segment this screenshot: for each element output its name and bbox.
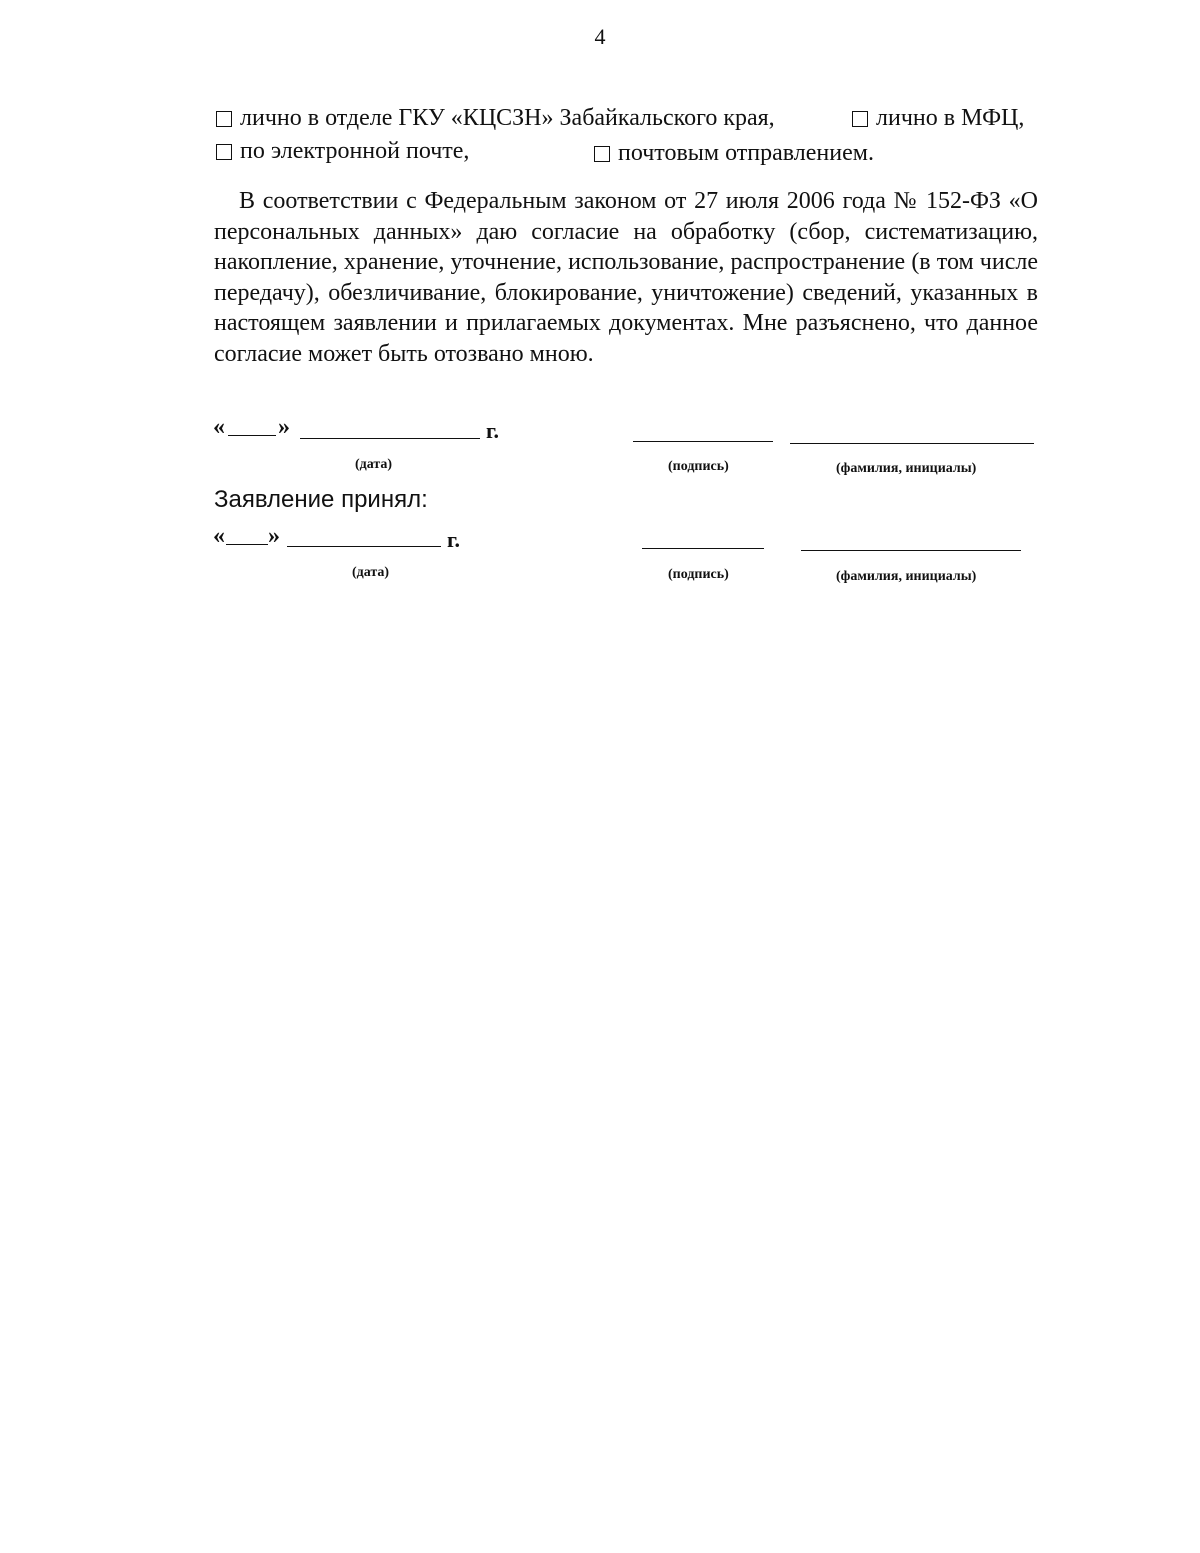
signature-field[interactable] [633,441,773,442]
year-suffix: г. [447,527,461,552]
option-post[interactable] [594,140,874,167]
month-year-field[interactable] [287,546,441,547]
year-suffix: г. [486,418,500,443]
name-field[interactable] [790,443,1034,444]
date-open-quote: « [213,414,225,440]
checkbox-icon[interactable] [852,111,868,127]
date-open-quote: « [213,523,225,549]
name-caption: (фамилия, инициалы) [836,569,977,584]
option-in-person-mfc[interactable] [852,105,1024,132]
option-label: почтовым отправлением. [618,140,874,166]
checkbox-icon[interactable] [216,111,232,127]
option-label: лично в МФЦ, [876,105,1025,131]
date-close-quote: » [278,414,290,440]
month-year-field[interactable] [300,438,480,439]
day-field[interactable] [226,544,268,545]
date-caption: (дата) [355,457,393,472]
signature-field[interactable] [642,548,764,549]
checkbox-icon[interactable] [594,146,610,162]
accepted-by-heading: Заявление принял: [214,486,428,513]
option-label: по электронной почте, [240,138,470,164]
signature-caption: (подпись) [668,567,729,582]
day-field[interactable] [228,435,276,436]
option-label: лично в отделе ГКУ «КЦСЗН» Забайкальского края, [240,105,775,131]
option-in-person-department[interactable] [216,105,775,132]
page-number: 4 [594,24,606,49]
checkbox-icon[interactable] [216,144,232,160]
date-close-quote: » [268,523,280,549]
name-field[interactable] [801,550,1021,551]
signature-caption: (подпись) [668,459,729,474]
consent-paragraph: В соответствии с Федеральным законом от 27 июля 2006 года № 152-ФЗ «О персональных данных» даю согласие на обработку (сбор, систематизацию, накопление, хранение, уточнение, использование, распространение (в том числе передачу), обезличивание, блокирование, уничтожение) сведений, указанных в настоящем заявлении и прилагаемых документах. Мне разъяснено, что данное согласие может быть отозвано мною. [214,188,1038,367]
name-caption: (фамилия, инициалы) [836,461,977,476]
date-caption: (дата) [352,565,390,580]
option-email[interactable] [216,138,469,165]
